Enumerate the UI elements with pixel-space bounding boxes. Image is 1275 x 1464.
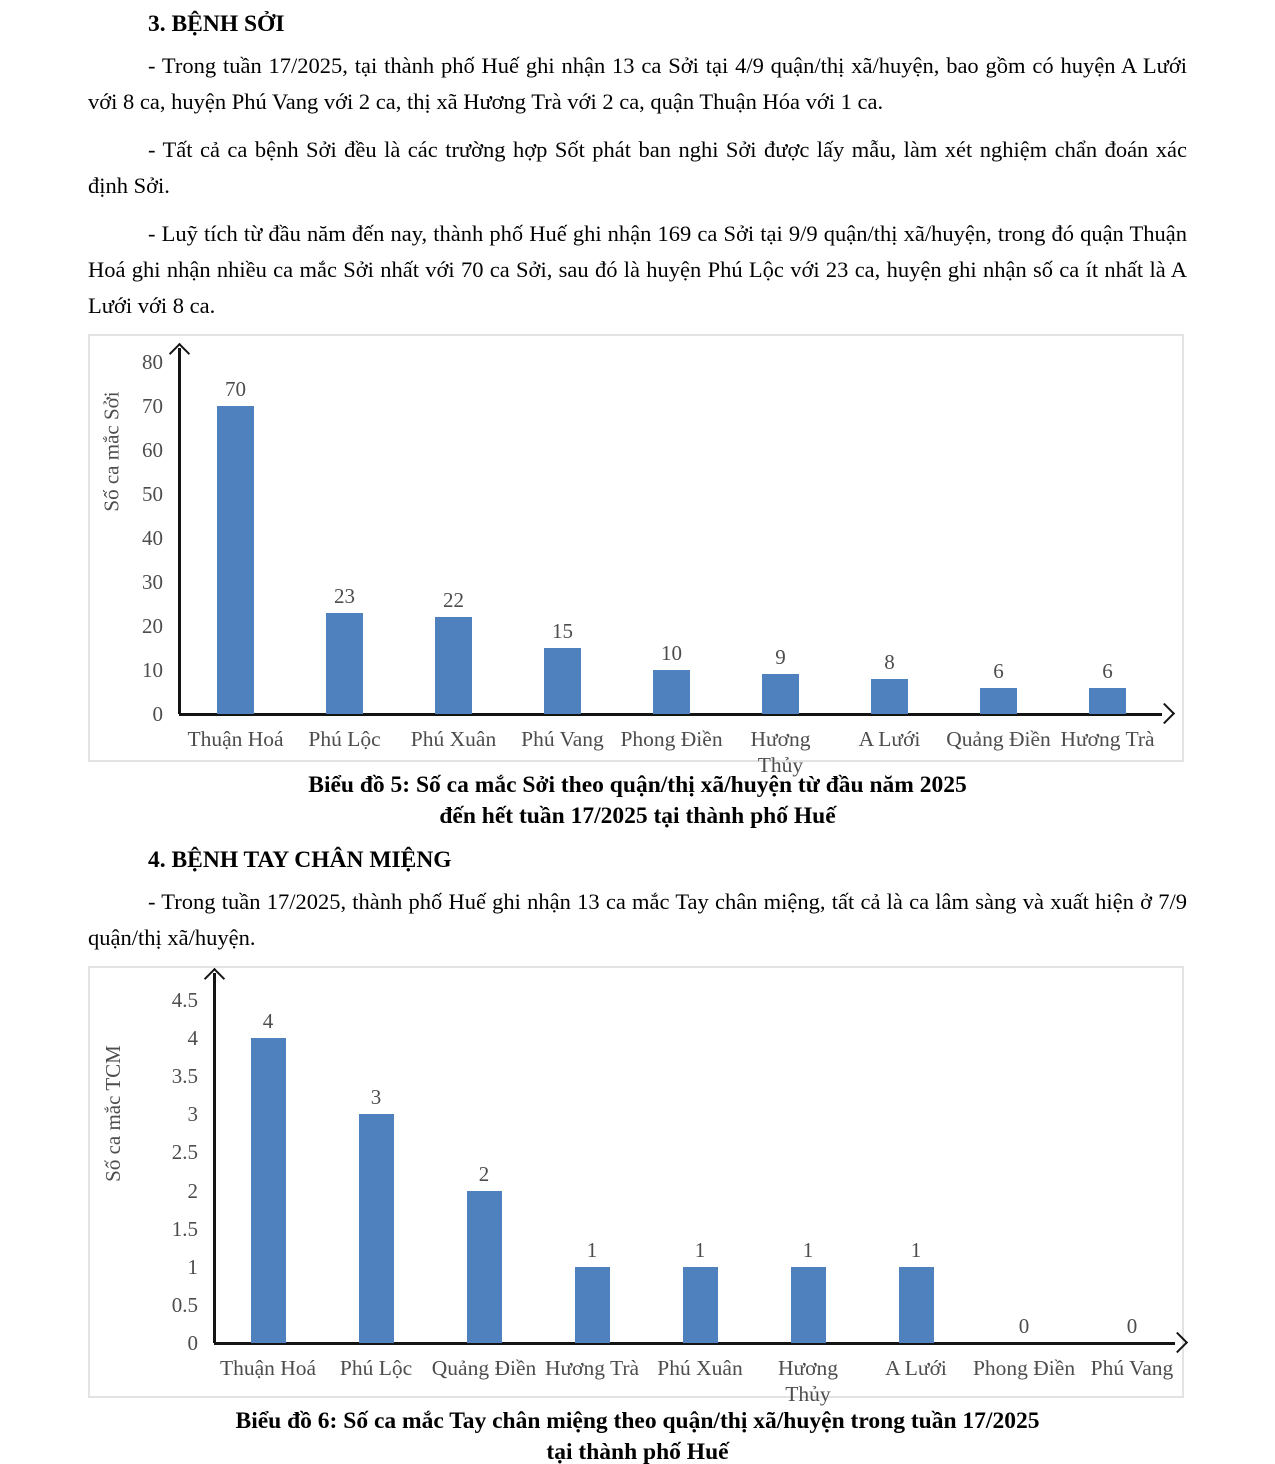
category-label: Phú Lộc [308, 727, 381, 751]
y-tick-label: 2 [187, 1178, 198, 1203]
bar-value-label: 4 [262, 1009, 274, 1034]
y-tick-label: 3 [187, 1102, 198, 1127]
category-label: Quảng Điền [946, 727, 1051, 751]
y-tick-label: 2.5 [171, 1140, 198, 1165]
category-label: Hương Thủy [750, 727, 811, 777]
caption-line: Biểu đồ 6: Số ca mắc Tay chân miệng theo quận/thị xã/huyện trong tuần 17/2025 [235, 1408, 1040, 1434]
category-labels-row [181, 726, 1162, 778]
section-4-heading: 4. BỆNH TAY CHÂN MIỆNG [148, 847, 452, 873]
bar-slot [1078, 1000, 1186, 1343]
bar [791, 1267, 826, 1343]
bar-slot [646, 1000, 754, 1343]
bar-value-label: 22 [443, 588, 464, 613]
bar-slot [862, 1000, 970, 1343]
y-tick-label: 3.5 [171, 1064, 198, 1089]
paragraph: - Trong tuần 17/2025, tại thành phố Huế ghi nhận 13 ca Sởi tại 4/9 quận/thị xã/huyện, bao gồm có huyện A Lưới với 8 ca, huyện Phú Vang với 2 ca, thị xã Hương Trà với 2 ca, quận Thuận Hóa với 1 ca. [88, 53, 1187, 114]
category-label: Phú Vang [521, 727, 604, 751]
category-labels-row [214, 1355, 1186, 1407]
y-axis-title: Số ca mắc Sởi [99, 390, 124, 512]
bar-value-label: 2 [478, 1161, 490, 1186]
category-label: Hương Trà [1060, 727, 1155, 751]
y-axis-arrow-icon [204, 968, 225, 989]
bar-slot [726, 362, 835, 714]
chart-6-caption [88, 1406, 1187, 1464]
bar [653, 670, 690, 714]
paragraph: - Luỹ tích từ đầu năm đến nay, thành phố Huế ghi nhận 169 ca Sởi tại 9/9 quận/thị xã/huyện, trong đó quận Thuận Hoá ghi nhận nhiều ca mắc Sởi nhất với 70 ca Sởi, sau đó là huyện Phú Lộc với 23 ca, huyện ghi nhận số ca ít nhất là A Lưới với 8 ca. [88, 221, 1187, 318]
bars-row [181, 362, 1162, 714]
bar [1089, 688, 1126, 714]
bar-value-label: 3 [370, 1085, 382, 1110]
bar-slot [970, 1000, 1078, 1343]
bar [980, 688, 1017, 714]
bar [575, 1267, 610, 1343]
category-label: Phú Xuân [657, 1356, 743, 1380]
y-tick-label: 1.5 [171, 1216, 198, 1241]
bar-value-label: 10 [661, 641, 682, 665]
measles-bar-chart [88, 334, 1184, 777]
paragraph: - Tất cả ca bệnh Sởi đều là các trường hợp Sốt phát ban nghi Sởi được lấy mẫu, làm xét nghiệm chẩn đoán xác định Sởi. [88, 137, 1187, 198]
bar-slot [399, 362, 508, 714]
bar-value-label: 6 [1102, 658, 1113, 683]
bar-slot [322, 1000, 430, 1343]
bar [359, 1114, 394, 1343]
bar-value-label: 1 [910, 1237, 922, 1262]
y-tick-label: 0 [187, 1331, 198, 1355]
category-label: A Lưới [885, 1356, 947, 1380]
y-tick-label: 1 [187, 1254, 198, 1279]
section-3-heading: 3. BỆNH SỞI [148, 11, 285, 37]
category-label: Phú Vang [1090, 1356, 1174, 1380]
bar-value-label: 15 [552, 619, 573, 643]
bar [326, 613, 363, 714]
paragraph: - Trong tuần 17/2025, thành phố Huế ghi nhận 13 ca mắc Tay chân miệng, tất cả là ca lâm sàng và xuất hiện ở 7/9 quận/thị xã/huyện. [88, 889, 1187, 950]
bar [467, 1191, 502, 1343]
bar-value-label: 70 [225, 377, 246, 401]
bar-slot [214, 1000, 322, 1343]
bar-value-label: 23 [334, 583, 355, 608]
bar [683, 1267, 718, 1343]
bar-slot [1053, 362, 1162, 714]
y-tick-label: 30 [142, 570, 163, 594]
bar [871, 679, 908, 714]
bar-slot [835, 362, 944, 714]
caption-line: tại thành phố Huế [546, 1439, 729, 1464]
category-label: Phong Điền [972, 1356, 1076, 1380]
y-tick-label: 10 [142, 658, 163, 682]
category-label: Hương Thủy [777, 1356, 839, 1406]
category-label: Phú Xuân [410, 727, 497, 751]
bar-value-label: 0 [1126, 1314, 1138, 1338]
y-tick-label: 0.5 [171, 1292, 198, 1317]
y-tick-label: 4 [187, 1026, 198, 1051]
bar-slot [754, 1000, 862, 1343]
chart-5-caption [88, 770, 1187, 832]
y-axis-title: Số ca mắc TCM [100, 1044, 125, 1182]
bar [435, 617, 472, 714]
bar-value-label: 8 [884, 649, 895, 674]
bar-slot [508, 362, 617, 714]
bar-slot [538, 1000, 646, 1343]
bar-slot [617, 362, 726, 714]
bar-slot [944, 362, 1053, 714]
bar-slot [430, 1000, 538, 1343]
y-tick-label: 20 [142, 614, 163, 638]
y-tick-label: 80 [142, 350, 163, 374]
bar-slot [181, 362, 290, 714]
bar-value-label: 6 [993, 658, 1004, 683]
y-tick-label: 50 [142, 482, 163, 506]
category-label: Phú Lộc [339, 1356, 413, 1380]
caption-line: đến hết tuần 17/2025 tại thành phố Huế [439, 803, 836, 829]
bar [251, 1038, 286, 1343]
hfmd-bar-chart [88, 966, 1184, 1406]
caption-line: Biểu đồ 5: Số ca mắc Sởi theo quận/thị xã/huyện từ đầu năm 2025 [308, 772, 967, 798]
category-label: Hương Trà [544, 1356, 640, 1380]
category-label: Thuận Hoá [187, 727, 284, 751]
y-axis-arrow-icon [169, 343, 190, 364]
bar-value-label: 1 [802, 1237, 814, 1262]
bar [544, 648, 581, 714]
category-label: Quảng Điền [431, 1356, 537, 1380]
bar [762, 674, 799, 714]
bar-value-label: 9 [775, 645, 786, 670]
y-tick-label: 70 [142, 394, 163, 418]
bar-value-label: 0 [1018, 1314, 1030, 1338]
y-tick-label: 60 [142, 438, 163, 462]
y-tick-label: 4.5 [171, 988, 198, 1012]
bar [899, 1267, 934, 1343]
bar [217, 406, 254, 714]
category-label: Phong Điền [620, 727, 723, 751]
bars-row [214, 1000, 1186, 1343]
bar-value-label: 1 [586, 1237, 598, 1262]
y-tick-label: 0 [152, 702, 163, 726]
category-label: A Lưới [858, 727, 921, 751]
bar-slot [290, 362, 399, 714]
category-label: Thuận Hoá [219, 1356, 317, 1380]
bar-value-label: 1 [694, 1237, 706, 1262]
y-tick-label: 40 [142, 526, 163, 550]
